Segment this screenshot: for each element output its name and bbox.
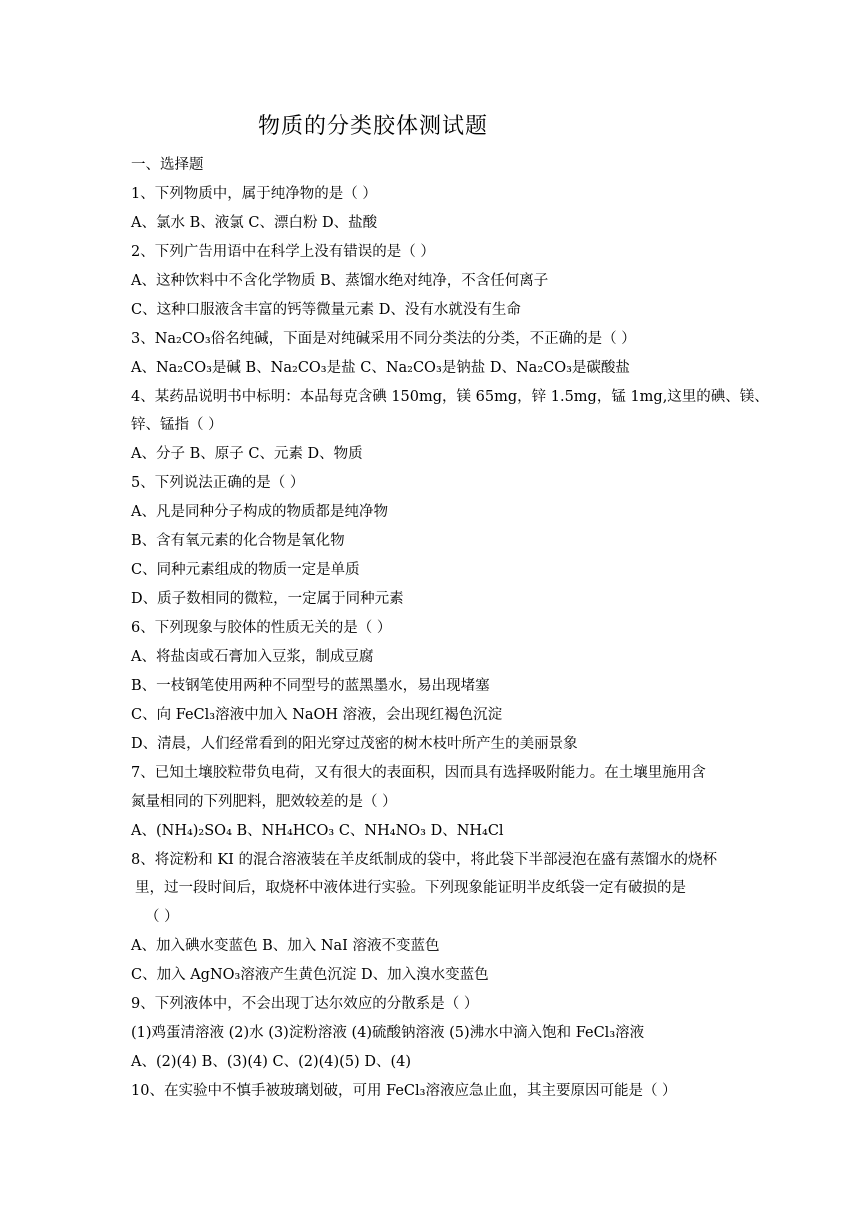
question-7-options: A、(NH₄)₂SO₄ B、NH₄HCO₃ C、NH₄NO₃ D、NH₄Cl	[131, 823, 504, 839]
question-4-cont: 锌、锰指（ ）	[131, 417, 223, 433]
question-10: 10、在实验中不慎手被玻璃划破，可用 FeCl₃溶液应急止血，其主要原因可能是（ ）	[131, 1083, 677, 1099]
question-2-options-cd: C、这种口服液含丰富的钙等微量元素 D、没有水就没有生命	[131, 302, 521, 318]
question-9-options: A、(2)(4) B、(3)(4) C、(2)(4)(5) D、(4)	[131, 1054, 411, 1070]
question-6: 6、下列现象与胶体的性质无关的是（ ）	[131, 620, 392, 636]
question-1-options: A、氯水 B、液氯 C、漂白粉 D、盐酸	[131, 215, 378, 231]
question-9: 9、下列液体中，不会出现丁达尔效应的分散系是（ ）	[131, 996, 479, 1012]
question-8: 8、将淀粉和 KI 的混合溶液装在羊皮纸制成的袋中，将此袋下半部浸泡在盛有蒸馏水的烧杯	[131, 852, 718, 868]
question-4-options: A、分子 B、原子 C、元素 D、物质	[131, 446, 363, 462]
question-5-option-d: D、质子数相同的微粒，一定属于同种元素	[131, 591, 404, 607]
question-2-options-ab: A、这种饮料中不含化学物质 B、蒸馏水绝对纯净，不含任何离子	[131, 273, 549, 289]
question-6-option-d: D、清晨，人们经常看到的阳光穿过茂密的树木枝叶所产生的美丽景象	[131, 736, 578, 752]
question-8-cont: 里，过一段时间后，取烧杯中液体进行实验。下列现象能证明半皮纸袋一定有破损的是	[135, 880, 686, 896]
question-3: 3、Na₂CO₃俗名纯碱，下面是对纯碱采用不同分类法的分类，不正确的是（ ）	[131, 331, 636, 347]
page-title: 物质的分类胶体测试题	[258, 114, 489, 139]
question-7-cont: 氮量相同的下列肥料，肥效较差的是（ ）	[131, 794, 397, 810]
question-4: 4、某药品说明书中标明：本品每克含碘 150mg，镁 65mg，锌 1.5mg，锰 1mg,这里的碘、镁、	[131, 389, 769, 405]
section-heading: 一、选择题	[131, 157, 204, 173]
question-5: 5、下列说法正确的是（ ）	[131, 475, 305, 491]
question-8-blank: （ ）	[145, 909, 179, 925]
question-6-option-c: C、向 FeCl₃溶液中加入 NaOH 溶液，会出现红褐色沉淀	[131, 707, 503, 723]
question-6-option-b: B、一枝钢笔使用两种不同型号的蓝黑墨水，易出现堵塞	[131, 678, 490, 694]
question-5-option-c: C、同种元素组成的物质一定是单质	[131, 562, 360, 578]
question-3-options: A、Na₂CO₃是碱 B、Na₂CO₃是盐 C、Na₂CO₃是钠盐 D、Na₂CO₃是碳酸盐	[131, 360, 630, 376]
question-9-items: (1)鸡蛋清溶液 (2)水 (3)淀粉溶液 (4)硫酸钠溶液 (5)沸水中滴入饱和 FeCl₃溶液	[131, 1025, 645, 1041]
question-6-option-a: A、将盐卤或石膏加入豆浆，制成豆腐	[131, 649, 374, 665]
question-5-option-b: B、含有氧元素的化合物是氧化物	[131, 533, 345, 549]
question-2: 2、下列广告用语中在科学上没有错误的是（ ）	[131, 244, 435, 260]
question-7: 7、已知土壤胶粒带负电荷，又有很大的表面积，因而具有选择吸附能力。在土壤里施用含	[131, 765, 706, 781]
question-8-options-ab: A、加入碘水变蓝色 B、加入 NaI 溶液不变蓝色	[131, 938, 440, 954]
question-1: 1、下列物质中，属于纯净物的是（ ）	[131, 186, 377, 202]
question-5-option-a: A、凡是同种分子构成的物质都是纯净物	[131, 504, 388, 520]
question-8-options-cd: C、加入 AgNO₃溶液产生黄色沉淀 D、加入溴水变蓝色	[131, 967, 489, 983]
